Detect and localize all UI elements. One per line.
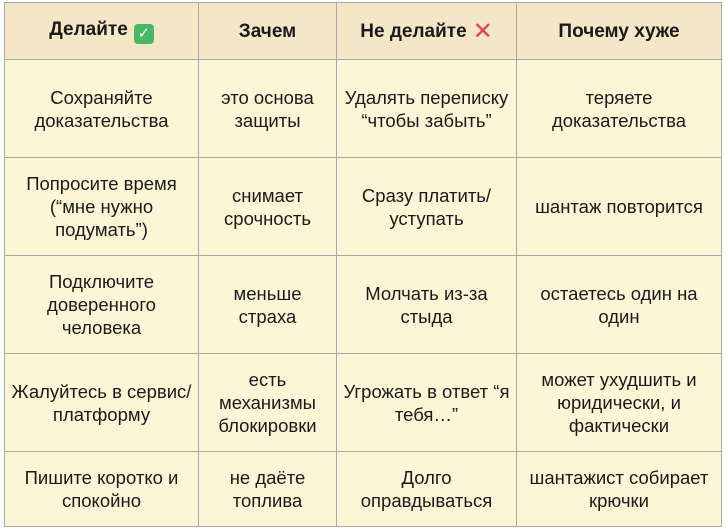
- table-cell: Попросите время (“мне нужно подумать”): [5, 158, 199, 256]
- table-cell: Удалять переписку “чтобы забыть”: [337, 60, 517, 158]
- advice-table: [4, 2, 722, 527]
- table-cell: теряете доказательства: [517, 60, 722, 158]
- header-why-worse-label: Почему хуже: [558, 20, 680, 42]
- table-cell: Пишите коротко и спокойно: [5, 452, 199, 527]
- table-cell: Подключите доверенного человека: [5, 256, 199, 354]
- header-why: [199, 3, 337, 60]
- table-cell: меньше страха: [199, 256, 337, 354]
- header-why-label: Зачем: [238, 20, 297, 42]
- table-cell: Молчать из-за стыда: [337, 256, 517, 354]
- header-dont-label: Не делайте: [360, 20, 467, 42]
- table-row: [5, 158, 722, 256]
- table-cell: может ухудшить и юридически, и фактически: [517, 354, 722, 452]
- header-why-worse: [517, 3, 722, 60]
- table-cell: Сохраняйте доказательства: [5, 60, 199, 158]
- table-row: [5, 452, 722, 527]
- table-cell: шантажист собирает крючки: [517, 452, 722, 527]
- table-row: [5, 60, 722, 158]
- table-cell: Долго оправдываться: [337, 452, 517, 527]
- table-cell: Сразу платить/уступать: [337, 158, 517, 256]
- table-cell: остаетесь один на один: [517, 256, 722, 354]
- cross-mark-icon: ✕: [472, 17, 493, 45]
- table-cell: не даёте топлива: [199, 452, 337, 527]
- table-cell: это основа защиты: [199, 60, 337, 158]
- table-cell: Угрожать в ответ “я тебя…”: [337, 354, 517, 452]
- table-row: [5, 354, 722, 452]
- table-cell: снимает срочность: [199, 158, 337, 256]
- table-cell: есть механизмы блокировки: [199, 354, 337, 452]
- table-cell: шантаж повторится: [517, 158, 722, 256]
- header-do: [5, 3, 199, 60]
- table-header-row: [5, 3, 722, 60]
- header-do-label: Делайте: [49, 19, 128, 40]
- header-dont: [337, 3, 517, 60]
- table-cell: Жалуйтесь в сервис/платформу: [5, 354, 199, 452]
- table-row: [5, 256, 722, 354]
- check-mark-icon: ✓: [134, 24, 154, 44]
